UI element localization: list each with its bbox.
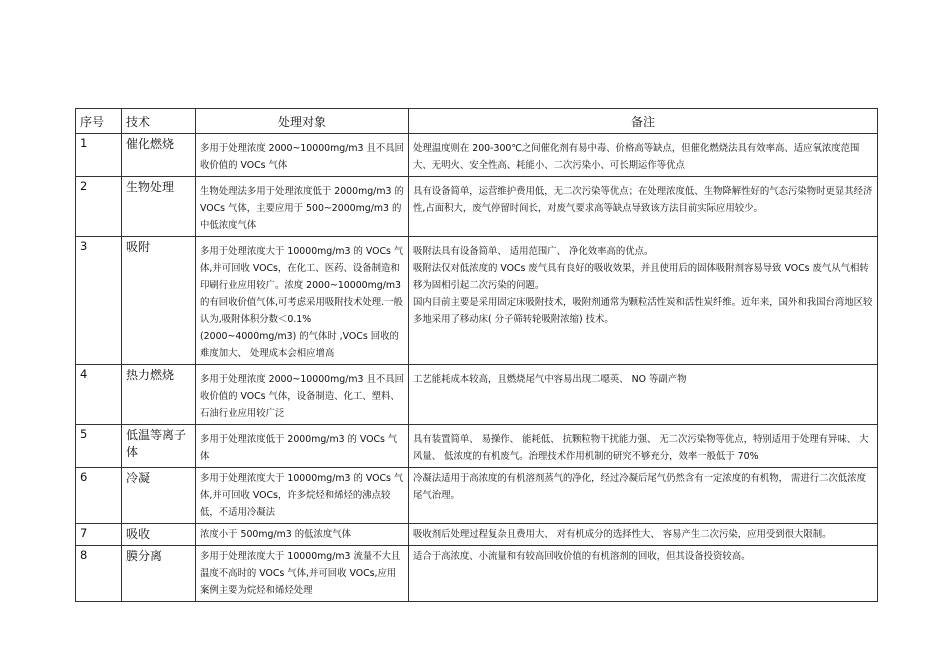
row-number: 5 bbox=[76, 425, 122, 468]
header-row bbox=[76, 109, 878, 134]
treatment-object bbox=[196, 524, 409, 546]
object-text: 多用于处理浓度大于 10000mg/m3 的 VOCs 气体,并可回收 VOCs，许多烷烃和烯烃的沸点较低，不适用冷凝法 bbox=[200, 473, 404, 518]
table-row bbox=[76, 177, 878, 237]
remark-text: 吸附法具有设备简单、 适用范围广、 净化效率高的优点。 bbox=[413, 246, 654, 257]
treatment-object bbox=[196, 425, 409, 468]
remark-text: 具有装置简单、 易操作、 能耗低、 抗颗粒物干扰能力强、 无二次污染物等优点，特别适用于处理有异味、 大风量、 低浓度的有机废气。治理技术作用机制的研究不够充分，效率一般低于 70% bbox=[413, 434, 869, 462]
treatment-object bbox=[196, 546, 409, 602]
row-number: 2 bbox=[76, 177, 122, 237]
object-text: 多用于处理浓度低于 2000mg/m3 的 VOCs 气体 bbox=[200, 434, 398, 462]
remark bbox=[409, 237, 878, 365]
table-row bbox=[76, 237, 878, 365]
remark-text: 处理温度则在 200-300℃之间催化剂有易中毒、价格高等缺点，但催化燃烧法具有效率高、适应氧浓度范围大、无明火、安全性高、耗能小、二次污染小、可长期运作等优点 bbox=[413, 143, 860, 171]
treatment-object bbox=[196, 468, 409, 524]
technology-name: 吸附 bbox=[122, 237, 196, 365]
row-number: 8 bbox=[76, 546, 122, 602]
header-object: 处理对象 bbox=[196, 109, 409, 134]
table-row bbox=[76, 524, 878, 546]
row-number: 4 bbox=[76, 365, 122, 425]
row-number: 7 bbox=[76, 524, 122, 546]
technology-name: 低温等离子体 bbox=[122, 425, 196, 468]
treatment-object bbox=[196, 177, 409, 237]
remark-text: 冷凝法适用于高浓度的有机溶剂蒸气的净化，经过冷凝后尾气仍然含有一定浓度的有机物， 需进行二次低浓度尾气治理。 bbox=[413, 473, 866, 501]
remark-text: 吸附法仅对低浓度的 VOCs 废气具有良好的吸收效果，并且使用后的固体吸附剂容易导致 VOCs 废气从气相转移为固相引起二次污染的问题。 bbox=[413, 263, 869, 291]
remark bbox=[409, 134, 878, 177]
treatment-object bbox=[196, 237, 409, 365]
technology-name: 生物处理 bbox=[122, 177, 196, 237]
remark-text: 国内目前主要是采用固定床吸附技术，吸附剂通常为颗粒活性炭和活性炭纤维。近年来，国外和我国台湾地区较多地采用了移动床( 分子筛转轮吸附浓缩) 技术。 bbox=[413, 297, 873, 325]
remark bbox=[409, 365, 878, 425]
object-text: 多用于处理浓度大于 10000mg/m3 流量不大且温度不高时的 VOCs 气体,并可回收 VOCs,应用案例主要为烷烃和烯烃处理 bbox=[200, 551, 401, 596]
object-text: 多用于处理浓度 2000~10000mg/m3 且不具回收价值的 VOCs 气体 bbox=[200, 143, 404, 171]
row-number: 6 bbox=[76, 468, 122, 524]
table-row bbox=[76, 546, 878, 602]
remark bbox=[409, 177, 878, 237]
technology-name: 冷凝 bbox=[122, 468, 196, 524]
object-text: 多用于处理浓度 2000~10000mg/m3 且不具回收价值的 VOCs 气体，设备制造、化工、塑料、石油行业应用较广泛 bbox=[200, 374, 404, 419]
remark bbox=[409, 468, 878, 524]
header-tech: 技术 bbox=[122, 109, 196, 134]
remark bbox=[409, 524, 878, 546]
header-no: 序号 bbox=[76, 109, 122, 134]
treatment-object bbox=[196, 134, 409, 177]
table-row bbox=[76, 365, 878, 425]
technology-name: 吸收 bbox=[122, 524, 196, 546]
table-row bbox=[76, 134, 878, 177]
object-text: 多用于处理浓度大于 10000mg/m3 的 VOCs 气体,并可回收 VOCs，在化工、医药、设备制造和印刷行业应用较广。浓度 2000~10000mg/m3 的有回收价值气体,可考虑采用吸附技术处理.一般认为,吸附体积分数＜0.1%(2000~4000mg/m3) 的气体时 ,VOCs 回收的难度加大、 处理成本会相应增高 bbox=[200, 246, 404, 359]
table-row bbox=[76, 425, 878, 468]
object-text: 浓度小于 500mg/m3 的低浓度气体 bbox=[200, 529, 351, 540]
treatment-object bbox=[196, 365, 409, 425]
row-number: 3 bbox=[76, 237, 122, 365]
technology-name: 催化燃烧 bbox=[122, 134, 196, 177]
table-row bbox=[76, 468, 878, 524]
remark bbox=[409, 425, 878, 468]
remark-text: 适合于高浓度、小流量和有较高回收价值的有机溶剂的回收，但其设备投资较高。 bbox=[413, 551, 751, 562]
remark bbox=[409, 546, 878, 602]
header-note: 备注 bbox=[409, 109, 878, 134]
remark-text: 具有设备简单，运营维护费用低，无二次污染等优点；在处理浓度低、生物降解性好的气态污染物时更显其经济性,占面积大，废气停留时间长，对废气要求高等缺点导致该方法目前实际应用较少。 bbox=[413, 186, 873, 214]
voc-treatment-table bbox=[75, 108, 878, 602]
object-text: 生物处理法多用于处理浓度低于 2000mg/m3 的 VOCs 气体，主要应用于 500~2000mg/m3 的中低浓度气体 bbox=[200, 186, 404, 231]
remark-text: 吸收剂后处理过程复杂且费用大、 对有机成分的选择性大、 容易产生二次污染，应用受到很大限制。 bbox=[413, 529, 832, 540]
remark-text: 工艺能耗成本较高，且燃烧尾气中容易出现二噁英、 NO 等副产物 bbox=[413, 374, 687, 385]
row-number: 1 bbox=[76, 134, 122, 177]
technology-name: 膜分离 bbox=[122, 546, 196, 602]
technology-name: 热力燃烧 bbox=[122, 365, 196, 425]
